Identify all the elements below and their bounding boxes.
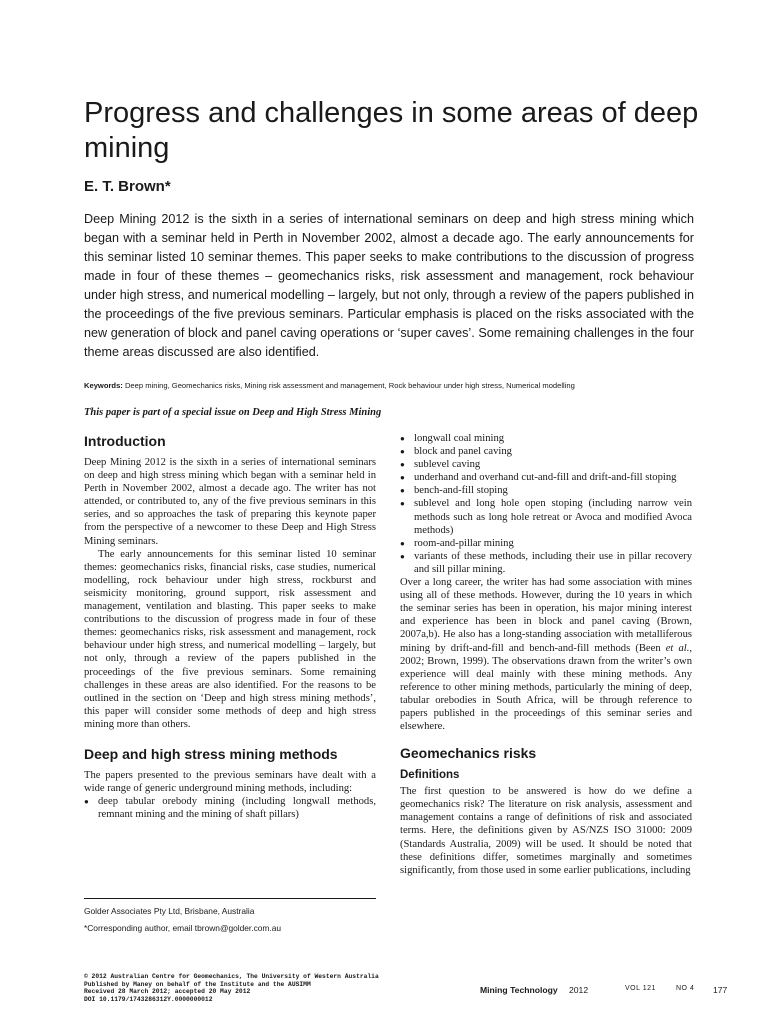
- list-item: ● room-and-pillar mining: [400, 537, 692, 550]
- journal-issue: NO 4: [676, 985, 695, 992]
- copyright-line: DOI 10.1179/1743286312Y.0000000012: [84, 995, 213, 1003]
- list-item: ● sublevel caving: [400, 458, 692, 471]
- list-item: ● underhand and overhand cut-and-fill and drift-and-fill stoping: [400, 471, 692, 484]
- methods-bullet-list-left: [84, 795, 376, 821]
- keywords: [84, 381, 704, 390]
- footnote-divider: [84, 898, 376, 899]
- methods-heading: Deep and high stress mining methods: [84, 745, 338, 762]
- keywords-list: Deep mining, Geomechanics risks, Mining risk assessment and management, Rock behaviour under high stress, Numerical modelling: [124, 381, 575, 390]
- keywords-label: Keywords:: [84, 381, 123, 390]
- corresponding-author-footnote: *Corresponding author, email tbrown@golder.com.au: [84, 923, 282, 933]
- right-column: [400, 432, 692, 877]
- geomechanics-heading: Geomechanics risks: [400, 745, 537, 762]
- copyright-line: Received 28 March 2012; accepted 20 May 2012: [84, 988, 251, 996]
- journal-year: 2012: [569, 985, 589, 995]
- list-item: ● variants of these methods, including their use in pillar recovery and sill pillar mining.: [400, 550, 692, 576]
- introduction-heading: Introduction: [84, 433, 166, 449]
- author-name: E. T. Brown*: [84, 178, 171, 195]
- page-number: 177: [713, 985, 728, 995]
- intro-paragraph-1: Deep Mining 2012 is the sixth in a series of international seminars on deep and high stress mining which began with a seminar held in Perth in November 2002, almost a decade ago. The writer has not attended, or contributed to, any of the five previous seminars in this series, and so approaches the task of preparing this keynote paper from the perspective of a newcomer to these Deep and High Stress Mining seminars.: [84, 457, 376, 547]
- special-issue-note: This paper is part of a special issue on Deep and High Stress Mining: [84, 407, 382, 418]
- copyright-line: © 2012 Australian Centre for Geomechanics, The University of Western Australia: [84, 973, 379, 980]
- et-al: et al.: [665, 642, 690, 654]
- journal-name: Mining Technology: [480, 985, 558, 995]
- list-item: ● block and panel caving: [400, 445, 692, 458]
- affiliation-footnote: Golder Associates Pty Ltd, Brisbane, Australia: [84, 906, 255, 916]
- methods-bullet-list-right: [400, 432, 692, 576]
- journal-volume: VOL 121: [625, 985, 656, 992]
- definitions-paragraph: The first question to be answered is how do we define a geomechanics risk? The literature on risk analysis, assessment and management contains a range of definitions of risk and associated terms. Here, the definitions given by AS/NZS ISO 31000: 2009 (Standards Australia, 2009) will be used. It should be noted that these definitions differ, sometimes marginally and sometimes significantly, from those used in some earlier publications, including: [400, 786, 692, 876]
- career-text-after: , 2002; Brown, 1999). The observations drawn from the writer’s own experience will deal mainly with these mining methods. Any reference to other mining methods, particularly the mining of deep, tabular orebodies in South Africa, will be through reference to papers published in the proceedings of this seminar series and elsewhere.: [400, 642, 693, 733]
- intro-paragraph-2: The early announcements for this seminar listed 10 seminar themes: geomechanics risks, financial risks, case studies, numerical modelling, rock behaviour under high stress, rockburst and seismicity monitoring, ground support, risk assessment and management, ventilation and blasting. This paper seeks to make contributions to the discussion of progress made in four of these themes: geomechanics risks, risk assessment and management, rock behaviour under high stress, and numerical modelling – largely, but not only, through a review of the papers published in the proceedings of the five previous seminars. Some remaining challenges in these areas are also identified. For the reasons to be outlined in the section on ‘Deep and high stress mining methods’, this paper will consider some methods of deep and high stress mining more than others.: [84, 548, 376, 730]
- paper-title: Progress and challenges in some areas of deep mining: [84, 97, 699, 164]
- career-paragraph: [400, 576, 692, 733]
- list-item: ● deep tabular orebody mining (including longwall methods, remnant mining and the mining of shaft pillars): [84, 795, 376, 821]
- list-item: ● bench-and-fill stoping: [400, 484, 692, 497]
- definitions-subheading: Definitions: [400, 769, 460, 782]
- left-column: [84, 432, 376, 821]
- career-text-before: Over a long career, the writer has had some association with mines using all of these methods. However, during the 10 years in which the seminar series has been in operation, his major mining interest and experience has been in block and panel caving (Brown, 2007a,b). He also has a long-standing association with metalliferous mining by drift-and-fill and bench-and-fill methods (Been: [400, 577, 692, 654]
- copyright-block: [84, 973, 444, 1003]
- list-item: ● longwall coal mining: [400, 432, 692, 445]
- abstract: Deep Mining 2012 is the sixth in a series of international seminars on deep and high stress mining which began with a seminar held in Perth in November 2002, almost a decade ago. The early announcements for this seminar listed 10 seminar themes. This paper seeks to make contributions to the discussion of progress made in four of these themes – geomechanics risks, risk assessment and management, rock behaviour under high stress, and numerical modelling – largely, but not only, through a review of the papers published in the proceedings of the five previous seminars. Particular emphasis is placed on the risks associated with the new generation of block and panel caving operations or ‘super caves’. Some remaining challenges in the four theme areas discussed are also identified.: [84, 212, 694, 359]
- methods-paragraph: The papers presented to the previous seminars have dealt with a wide range of generic underground mining methods, including:: [84, 769, 376, 795]
- copyright-line: Published by Maney on behalf of the Institute and the AUSIMM: [84, 980, 311, 988]
- list-item: ● sublevel and long hole open stoping (including narrow vein methods such as long hole retreat or Avoca and modified Avoca methods): [400, 497, 692, 536]
